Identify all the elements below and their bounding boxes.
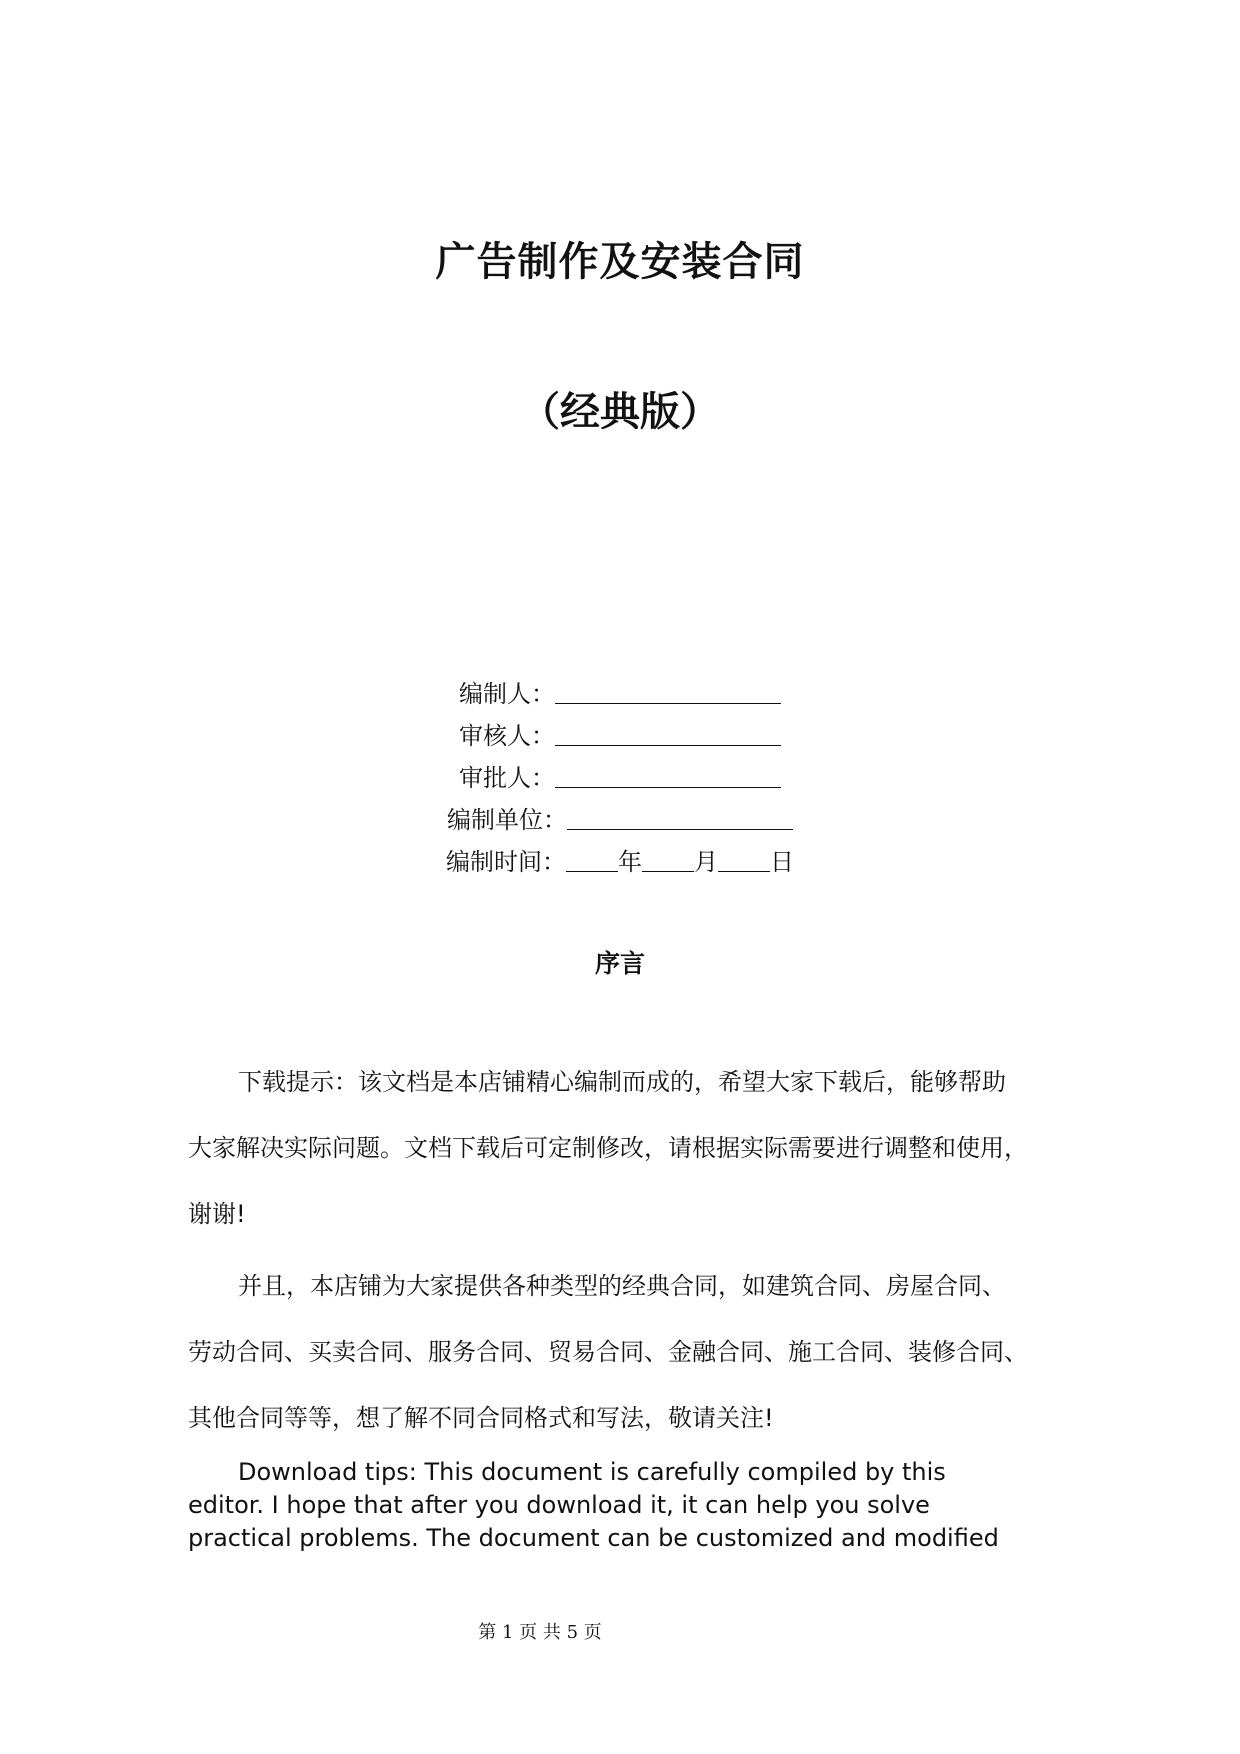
preface-en-line-1: Download tips: This document is carefully compiled by this — [238, 1458, 946, 1486]
time-label: 编制时间： — [446, 848, 566, 876]
preface-2-line-1: 并且，本店铺为大家提供各种类型的经典合同，如建筑合同、房屋合同、 — [238, 1272, 1006, 1300]
preface-1-line-2: 大家解决实际问题。文档下载后可定制修改，请根据实际需要进行调整和使用， — [188, 1134, 1028, 1162]
reviewer-row — [0, 716, 1240, 751]
year-blank — [566, 849, 618, 872]
unit-blank — [567, 807, 793, 830]
day-label: 日 — [770, 848, 794, 876]
preface-1-line-1: 下载提示：该文档是本店铺精心编制而成的，希望大家下载后，能够帮助 — [238, 1068, 1006, 1096]
time-row — [0, 842, 1240, 877]
document-title: 广告制作及安装合同 — [435, 238, 805, 285]
approver-label: 审批人： — [459, 764, 555, 792]
document-subtitle: （经典版） — [520, 388, 720, 435]
reviewer-label: 审核人： — [459, 722, 555, 750]
preface-english — [188, 1456, 1068, 1555]
unit-label: 编制单位： — [447, 806, 567, 834]
preface-2-line-2: 劳动合同、买卖合同、服务合同、贸易合同、金融合同、施工合同、装修合同、 — [188, 1338, 1028, 1366]
compiler-blank — [555, 681, 781, 704]
preface-1-line-3: 谢谢! — [188, 1200, 246, 1228]
approver-blank — [555, 765, 781, 788]
unit-row — [0, 800, 1240, 835]
reviewer-blank — [555, 723, 781, 746]
preface-en-line-2: editor. I hope that after you download it, it can help you solve — [188, 1491, 930, 1519]
page-footer: 第 1 页 共 5 页 — [478, 1622, 602, 1643]
preface-title: 序言 — [594, 949, 645, 978]
day-blank — [718, 849, 770, 872]
month-blank — [642, 849, 694, 872]
compiler-label: 编制人： — [459, 680, 555, 708]
month-label: 月 — [694, 848, 718, 876]
preface-2-line-3: 其他合同等等，想了解不同合同格式和写法，敬请关注! — [188, 1404, 774, 1432]
compiler-row — [0, 674, 1240, 709]
preface-en-line-3: practical problems. The document can be customized and modified — [188, 1524, 999, 1552]
approver-row — [0, 758, 1240, 793]
year-label: 年 — [618, 848, 642, 876]
